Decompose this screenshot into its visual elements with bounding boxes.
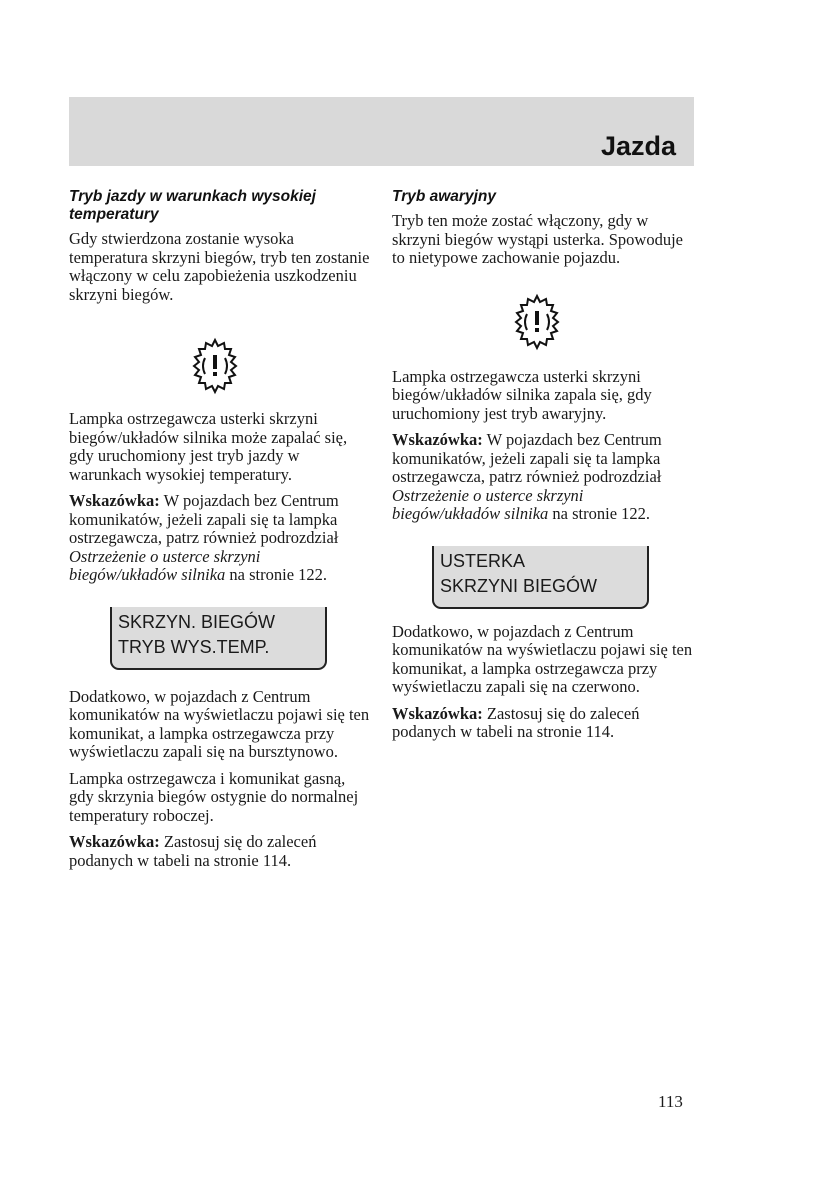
note-paragraph (392, 431, 694, 524)
right-column (392, 188, 694, 750)
note2-text: Zastosuj się do zaleceń podanych w tabeli na stronie 114. (392, 703, 640, 741)
display-line-2: SKRZYNI BIEGÓW (440, 575, 598, 596)
note-label: Wskazówka: (69, 491, 160, 510)
note-tail: na stronie 122. (225, 565, 328, 584)
transmission-warning-gear-icon (185, 336, 245, 396)
intro-paragraph: Gdy stwierdzona zostanie wysoka temperatura skrzyni biegów, tryb ten zostanie włączony w celu zapobieżenia uszkodzeniu skrzyni biegów. (69, 229, 370, 304)
note-paragraph (69, 492, 371, 585)
intro-paragraph: Tryb ten może zostać włączony, gdy w skrzyni biegów wystąpi usterka. Spowoduje to nietypowe zachowanie pojazdu. (392, 211, 683, 267)
after-display-paragraph: Dodatkowo, w pojazdach z Centrum komunikatów na wyświetlaczu pojawi się ten komunikat, a lampka ostrzegawcza przy wyświetlaczu zapali się na bursztynowo. (69, 686, 370, 761)
display-line-1: USTERKA (440, 550, 526, 571)
warning-icon-container (69, 312, 371, 410)
warning-icon-container (392, 276, 694, 368)
note2-text: Zastosuj się do zaleceń podanych w tabeli na stronie 114. (69, 832, 317, 870)
section-heading-high-temp: Tryb jazdy w warunkach wysokiej temperatury (69, 188, 316, 223)
page-number: 113 (658, 1092, 683, 1111)
note2-label: Wskazówka: (392, 703, 483, 723)
note-tail: na stronie 122. (548, 504, 651, 523)
note-text: W pojazdach bez Centrum komunikatów, jeżeli zapali się ta lampka ostrzegawcza, patrz również podrozdział (69, 491, 339, 547)
display-line-2: TRYB WYS.TEMP. (118, 636, 270, 657)
note-text: W pojazdach bez Centrum komunikatów, jeżeli zapali się ta lampka ostrzegawcza, patrz również podrozdział (392, 430, 662, 486)
left-column (69, 188, 371, 878)
after-display-paragraph: Dodatkowo, w pojazdach z Centrum komunikatów na wyświetlaczu pojawi się ten komunikat, a lampka ostrzegawcza przy wyświetlaczu zapali się na czerwono. (392, 621, 693, 696)
note-label: Wskazówka: (392, 430, 483, 449)
cooldown-paragraph: Lampka ostrzegawcza i komunikat gasną, gdy skrzynia biegów ostygnie do normalnej temperatury roboczej. (69, 768, 359, 825)
note2-paragraph (392, 705, 694, 742)
transmission-warning-gear-icon (507, 292, 567, 352)
note-reference: Ostrzeżenie o usterce skrzyni biegów/układów silnika (69, 546, 261, 584)
note2-paragraph (69, 833, 371, 870)
chapter-title: Jazda (600, 131, 676, 161)
note-reference: Ostrzeżenie o usterce skrzyni biegów/układów silnika (392, 485, 584, 523)
message-display-high-temp (110, 607, 327, 670)
chapter-header-band (69, 97, 694, 166)
message-display-emergency (432, 546, 649, 609)
lamp-paragraph: Lampka ostrzegawcza usterki skrzyni biegów/układów silnika może zapalać się, gdy uruchomiony jest tryb jazdy w warunkach wysokiej temperatury. (69, 409, 348, 484)
lamp-paragraph: Lampka ostrzegawcza usterki skrzyni biegów/układów silnika zapala się, gdy uruchomiony jest tryb awaryjny. (392, 366, 652, 423)
display-line-1: SKRZYN. BIEGÓW (118, 611, 276, 632)
note2-label: Wskazówka: (69, 832, 160, 851)
section-heading-emergency: Tryb awaryjny (392, 188, 496, 205)
